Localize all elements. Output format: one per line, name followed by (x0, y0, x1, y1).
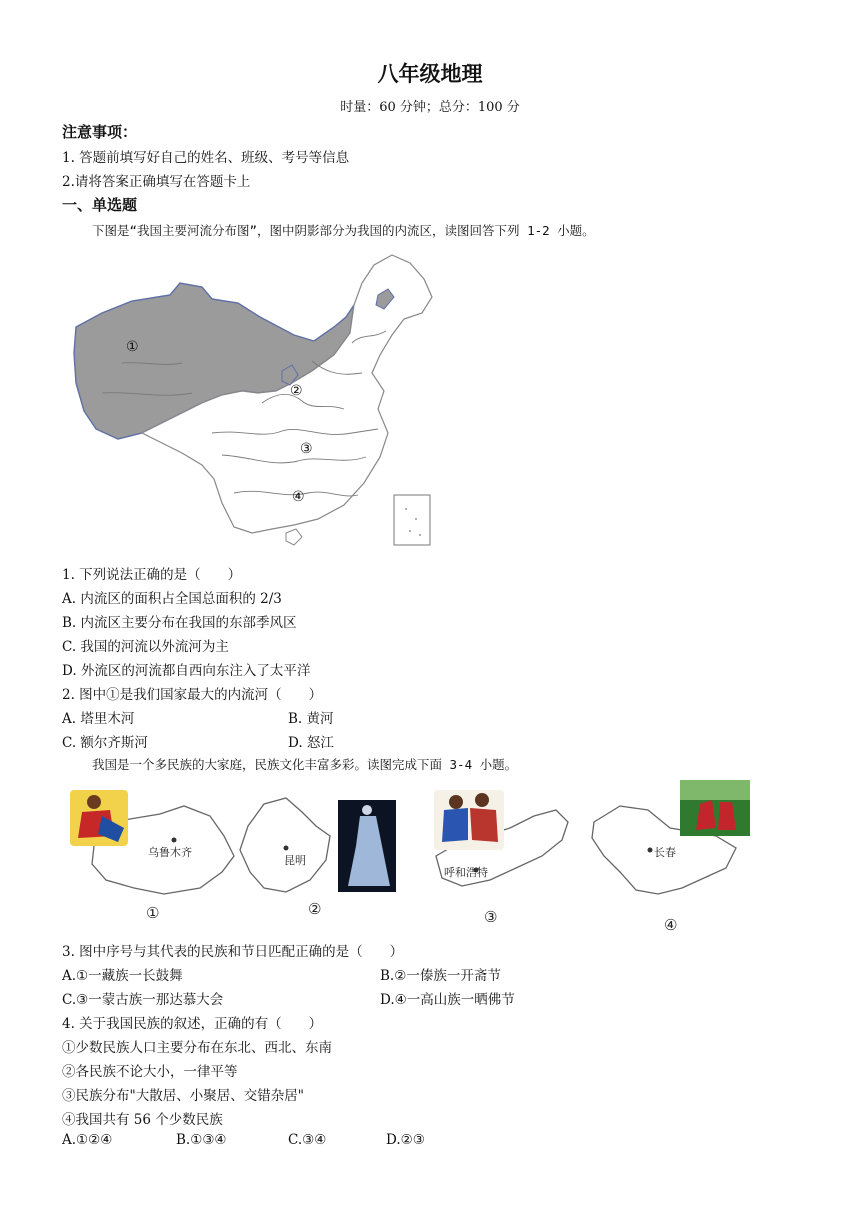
map-label-4: ④ (292, 489, 305, 505)
q2-option-c: C. 额尔齐斯河 (62, 735, 148, 751)
city-label-1: 乌鲁木齐 (148, 846, 192, 859)
ethnic-map-4 (592, 780, 750, 934)
south-sea-inset (394, 495, 430, 545)
city-label-4: 长春 (654, 846, 676, 859)
q1-option-b: B. 内流区主要分布在我国的东部季风区 (62, 615, 297, 631)
q2-option-a: A. 塔里木河 (62, 711, 135, 727)
ethnic-map-3 (434, 790, 568, 926)
exam-info: 时量：60 分钟；总分：100 分 (340, 100, 520, 115)
q3-option-a: A.①一藏族一长鼓舞 (62, 968, 183, 984)
q4-option-d: D.②③ (386, 1132, 425, 1148)
city-label-2: 昆明 (284, 854, 306, 867)
section-heading: 一、单选题 (62, 196, 138, 214)
q4-option-c: C.③④ (288, 1132, 327, 1148)
q3-option-c: C.③一蒙古族一那达慕大会 (62, 992, 224, 1008)
notice-item-2: 2.请将答案正确填写在答题卡上 (62, 174, 251, 190)
q3-option-b: B.②一傣族一开斋节 (380, 968, 501, 984)
q1-option-c: C. 我国的河流以外流河为主 (62, 639, 229, 655)
intro-text-1: 下图是“我国主要河流分布图”，图中阴影部分为我国的内流区，读图回答下列 1-2 小题。 (92, 223, 595, 238)
map-number-3: ③ (484, 908, 498, 926)
page-title: 八年级地理 (377, 62, 483, 86)
map-label-3: ③ (300, 441, 313, 457)
q3-option-d: D.④一高山族一晒佛节 (380, 992, 515, 1008)
q4-option-b: B.①③④ (176, 1132, 227, 1148)
notice-item-1: 1. 答题前填写好自己的姓名、班级、考号等信息 (62, 150, 350, 166)
q1-option-a: A. 内流区的面积占全国总面积的 2/3 (62, 591, 282, 607)
map-label-1: ① (126, 339, 139, 355)
intro-text-2: 我国是一个多民族的大家庭，民族文化丰富多彩。读图完成下面 3-4 小题。 (92, 757, 518, 772)
city-label-3: 呼和浩特 (444, 866, 488, 879)
q3-stem: 3. 图中序号与其代表的民族和节日匹配正确的是（ ） (62, 944, 404, 960)
map-number-4: ④ (664, 916, 678, 934)
q4-stem: 4. 关于我国民族的叙述，正确的有（ ） (62, 1016, 323, 1032)
map-number-2: ② (308, 900, 322, 918)
hainan-island (286, 529, 302, 545)
q2-option-b: B. 黄河 (288, 711, 334, 727)
q2-stem: 2. 图中①是我们国家最大的内流河（ ） (62, 687, 323, 703)
ethnic-regions-figure (64, 776, 754, 934)
q4-statement-2: ②各民族不论大小，一律平等 (62, 1064, 238, 1080)
q1-option-d: D. 外流区的河流都自西向东注入了太平洋 (62, 663, 311, 679)
q4-statement-3: ③民族分布"大散居、小聚居、交错杂居" (62, 1088, 304, 1104)
q2-option-d: D. 怒江 (288, 735, 334, 751)
q4-option-a: A.①②④ (62, 1132, 113, 1148)
ethnic-map-1 (70, 790, 234, 922)
q4-statement-4: ④我国共有 56 个少数民族 (62, 1112, 223, 1128)
map-label-2: ② (290, 383, 303, 399)
notice-heading: 注意事项： (62, 123, 138, 141)
map-number-1: ① (146, 904, 160, 922)
q1-stem: 1. 下列说法正确的是（ ） (62, 567, 242, 583)
q4-statement-1: ①少数民族人口主要分布在东北、西北、东南 (62, 1040, 332, 1056)
ethnic-map-2 (240, 798, 396, 918)
china-river-map (62, 243, 438, 555)
